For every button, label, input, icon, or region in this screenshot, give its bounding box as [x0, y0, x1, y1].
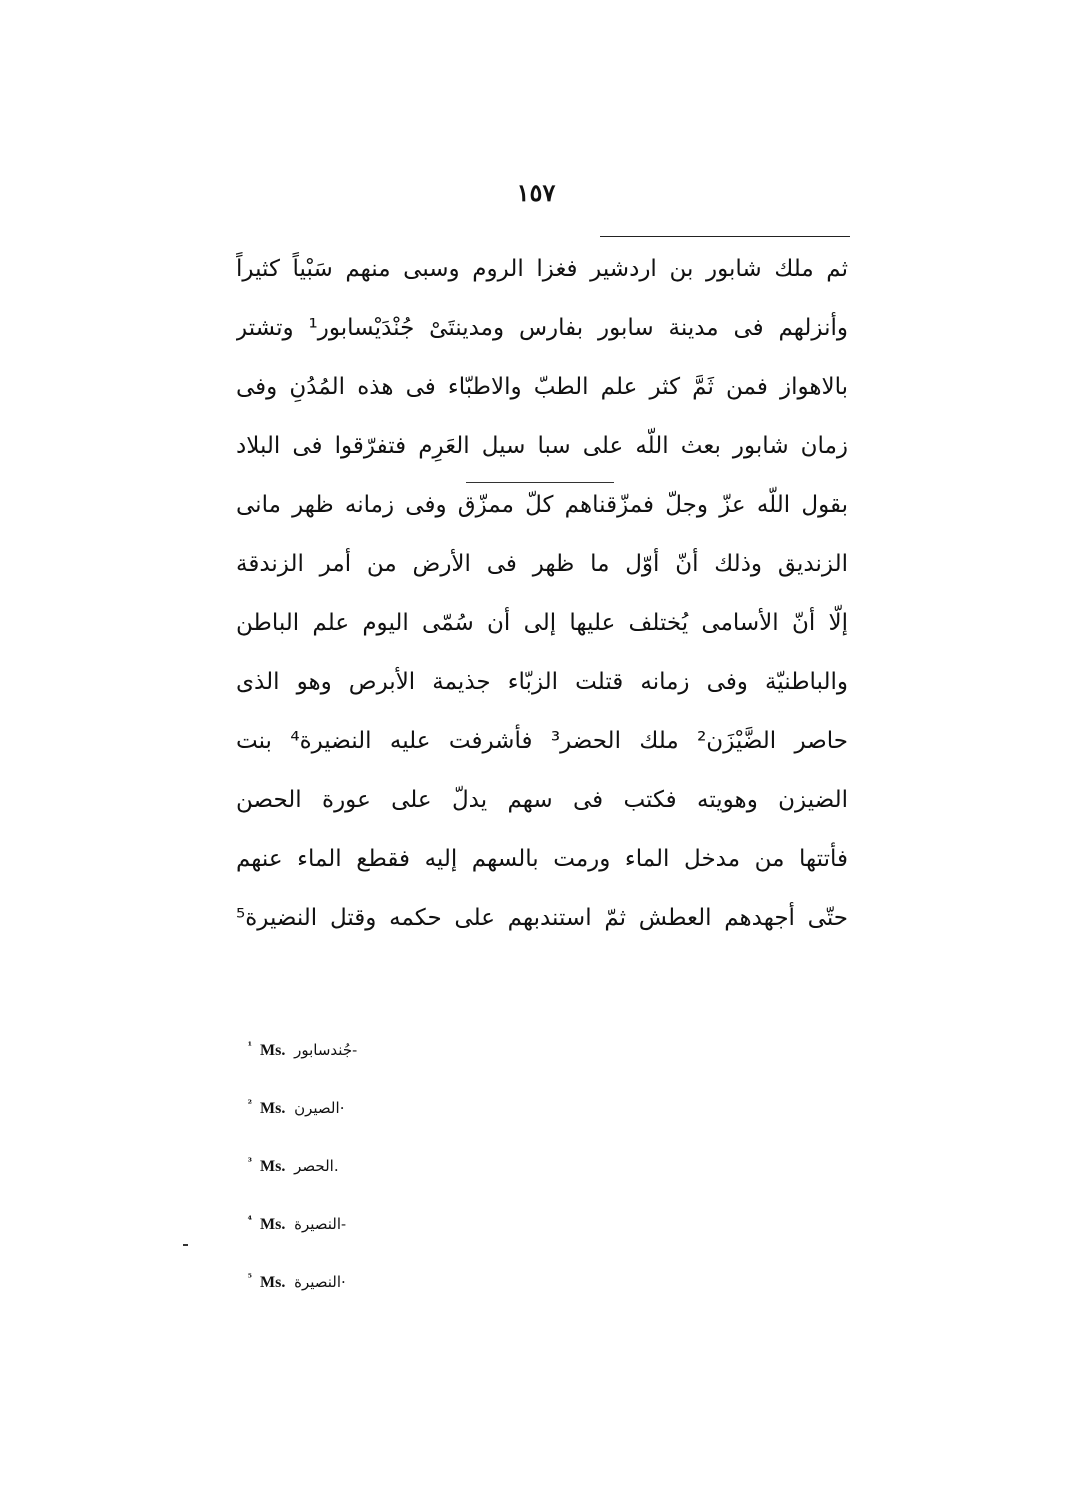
- footnote-text: النصيرة: [294, 1215, 342, 1233]
- footnote: [240, 1142, 540, 1200]
- footnote-text: النصيرة: [294, 1273, 342, 1291]
- footnote-end-mark: ·: [341, 1273, 346, 1291]
- body-line: زمان شابور بعث اللّه على سبا سيل العَرِم فتفرّقوا فى البلاد: [236, 433, 848, 459]
- footnotes: [240, 1026, 540, 1316]
- footnote: [240, 1258, 540, 1316]
- footnote: [240, 1026, 540, 1084]
- header-rule: [600, 236, 850, 237]
- footnote-end-mark: ·: [339, 1099, 345, 1117]
- footnote-end-mark: .: [333, 1157, 339, 1175]
- footnote-end-mark: -: [352, 1041, 358, 1059]
- body-line: ثم ملك شابور بن اردشير فغزا الروم وسبى منهم سَبْياً كثيراً: [236, 256, 848, 282]
- footnote-text: جُندسابور: [294, 1041, 353, 1059]
- footnote: [240, 1200, 540, 1258]
- body-line: فأتتها من مدخل الماء ورمت بالسهم إليه فقطع الماء عنهم: [236, 846, 848, 872]
- body-line: حاصر الضَّيْزَن² ملك الحضر³ فأشرفت عليه النضيرة⁴ بنت: [236, 728, 848, 754]
- footnote-number: ¹: [247, 1041, 252, 1052]
- footnote-number: ³: [247, 1157, 252, 1168]
- body-line: وأنزلهم فى مدينة سابور بفارس ومدينتَىْ جُنْدَيْسابور¹ وتشتر: [236, 315, 848, 341]
- footnote: [240, 1084, 540, 1142]
- footnote-label: Ms.: [260, 1100, 286, 1117]
- footnote-number: ²: [247, 1099, 252, 1110]
- body-line: بقول اللّه عزّ وجلّ فمزّقناهم كلّ ممزّق وفى زمانه ظهر مانى: [236, 492, 848, 518]
- inline-rule: [466, 482, 614, 483]
- footnote-label: Ms.: [260, 1274, 286, 1291]
- footnote-text: الحصر: [294, 1157, 334, 1175]
- body-text: [236, 240, 848, 948]
- body-line: والباطنيّة وفى زمانه قتلت الزبّاء جذيمة الأبرص وهو الذى: [236, 669, 848, 695]
- body-line: حتّى أجهدهم العطش ثمّ استندبهم على حكمه وقتل النضيرة⁵: [236, 905, 848, 931]
- body-line: بالاهواز فمن ثَمَّ كثر علم الطبّ والاطبّاء فى هذه المُدُنِ وفى: [236, 374, 848, 400]
- page-number: ١٥٧: [516, 178, 556, 207]
- body-line: الضيزن وهويته فكتب فى سهم يدلّ على عورة الحصن: [236, 787, 848, 813]
- footnote-number: ⁵: [247, 1273, 252, 1284]
- footnote-text: الصيرن: [294, 1099, 340, 1117]
- footnote-label: Ms.: [260, 1042, 286, 1059]
- footnote-end-mark: -: [341, 1215, 347, 1233]
- footnote-label: Ms.: [260, 1158, 286, 1175]
- body-line: إلّا أنّ الأسامى يُختلف عليها إلى أن سُمّى اليوم علم الباطن: [236, 610, 848, 636]
- footnote-label: Ms.: [260, 1216, 286, 1233]
- body-line: الزنديق وذلك أنّ أوّل ما ظهر فى الأرض من أمر الزندقة: [236, 551, 848, 577]
- stray-mark: [183, 1244, 188, 1246]
- footnote-number: ⁴: [247, 1215, 252, 1226]
